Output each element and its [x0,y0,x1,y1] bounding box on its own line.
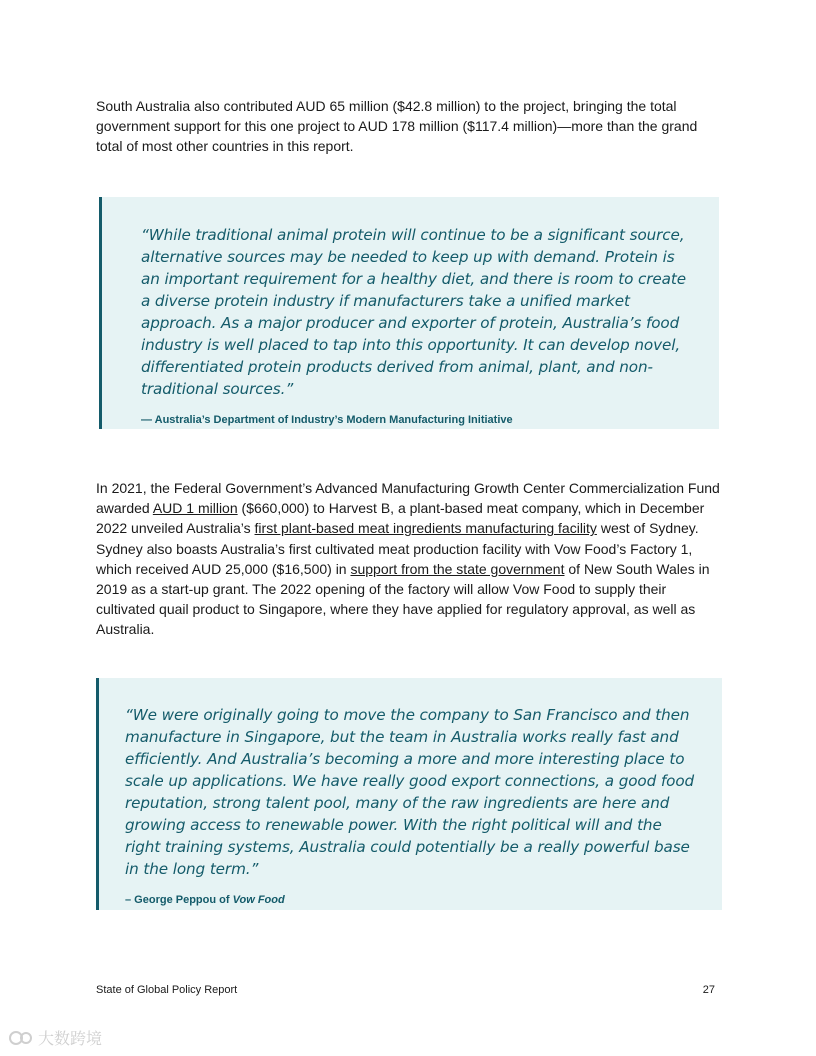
footer-page-number: 27 [702,984,715,996]
quote-attribution: — Australia’s Department of Industry’s Modern Manufacturing Initiative [141,414,513,426]
paragraph-text: In 2021, the Federal Government’s Advanced Manufacturing Growth Center Commercialization Fund awarded [96,480,720,517]
quote-box-vow-food [96,678,722,910]
quote-text: “We were originally going to move the company to San Francisco and then manufacture in Singapore, but the team in Australia works really fast and efficiently. And Australia’s becoming a more and more interesting place to scale up applications. We have really good export connections, a good food reputation, strong talent pool, many of the raw ingredients are here and growing access to renewable power. With the right political will and the right training systems, Australia could potentially be a really powerful base in the long term.” [125,706,695,878]
watermark-logo-icon [8,1030,34,1046]
quote-text: “While traditional animal protein will continue to be a significant source, alternative sources may be needed to keep up with demand. Protein is an important requirement for a healthy diet, and there is room to create a diverse protein industry if manufacturers take a unified market approach. As a major producer and exporter of protein, Australia’s food industry is well placed to tap into this opportunity. It can develop novel, differentiated protein products derived from animal, plant, and non-traditional sources.” [141,226,686,398]
watermark-text: 大数跨境 [38,1029,103,1048]
attribution-company: Vow Food [232,894,285,906]
paragraph-text: of New South Wales in 2019 as a start-up grant. The 2022 opening of the factory will allow Vow Food to supply their cultivated quail product to Singapore, where they have applied for regulatory approval, as well as Australia. [96,560,710,638]
intro-paragraph: South Australia also contributed AUD 65 million ($42.8 million) to the project, bringing the total government support for this one project to AUD 178 million ($117.4 million)—more than the grand total of most other countries in this report. [96,98,698,155]
link-aud-1-million[interactable]: AUD 1 million [152,500,238,517]
link-manufacturing-facility[interactable]: first plant-based meat ingredients manufacturing facility [254,520,597,537]
paragraph-text: west of Sydney. Sydney also boasts Australia’s first cultivated meat production facility with Vow Food’s Factory 1, which received AUD 25,000 ($16,500) in [96,520,699,577]
link-state-government-support[interactable]: support from the state government [350,560,565,577]
footer-report-title: State of Global Policy Report [96,984,238,996]
quote-attribution [125,894,700,906]
attribution-prefix: – George Peppou of [125,894,233,906]
watermark [8,1026,102,1049]
paragraph-text: ($660,000) to Harvest B, a plant-based meat company, which in December 2022 unveiled Australia’s [96,500,705,537]
body-paragraph [96,478,720,640]
quote-box-industry [99,197,719,429]
